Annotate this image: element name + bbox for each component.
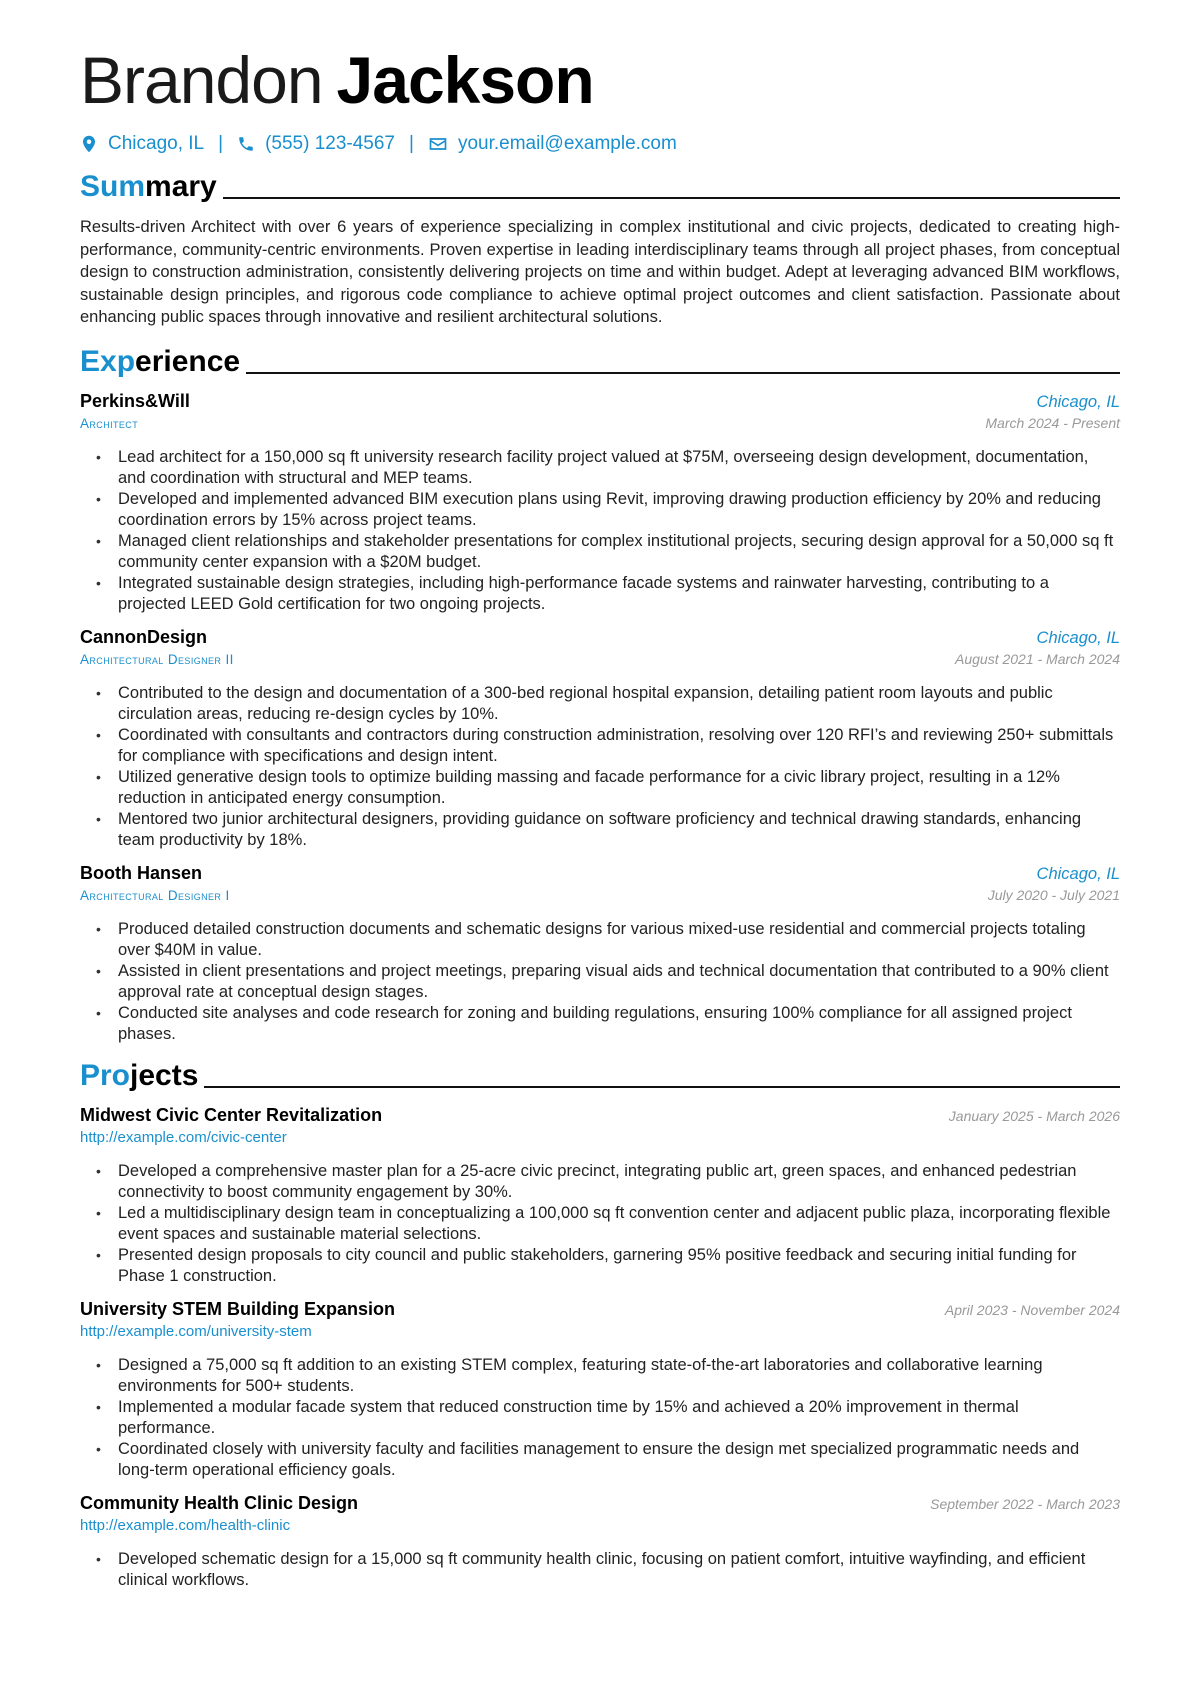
project-bullets bbox=[80, 1549, 1120, 1591]
project-name: University STEM Building Expansion bbox=[80, 1298, 396, 1319]
company-name: Booth Hansen bbox=[80, 862, 203, 883]
job-dates: August 2021 - March 2024 bbox=[955, 650, 1120, 667]
project-entry bbox=[80, 1299, 1120, 1481]
experience-title-rest: erience bbox=[135, 344, 241, 378]
project-entry bbox=[80, 1493, 1120, 1591]
job-dates: March 2024 - Present bbox=[985, 414, 1120, 431]
job-bullets bbox=[80, 919, 1120, 1045]
bullet-item: • Integrated sustainable design strategies, including high-performance facade systems and rainwater harvesting, contributing to a projected LEED Gold certification for two ongoing projects. bbox=[118, 573, 1120, 615]
phone-icon bbox=[237, 134, 255, 154]
summary-title-accent: Sum bbox=[80, 170, 146, 203]
project-dates: April 2023 - November 2024 bbox=[944, 1301, 1120, 1318]
section-rule bbox=[223, 197, 1120, 199]
envelope-icon bbox=[428, 134, 448, 154]
candidate-name bbox=[80, 44, 1120, 116]
project-name: Community Health Clinic Design bbox=[80, 1492, 359, 1513]
experience-entry bbox=[80, 627, 1120, 851]
contact-separator: | bbox=[218, 133, 224, 154]
job-role: Architectural Designer I bbox=[80, 887, 230, 903]
experience-heading bbox=[80, 343, 1120, 379]
bullet-item: • Led a multidisciplinary design team in conceptualizing a 100,000 sq ft convention center and adjacent public plaza, incorporating flexible event spaces and sustainable material selections. bbox=[118, 1203, 1120, 1245]
experience-entry bbox=[80, 391, 1120, 615]
bullet-item: • Managed client relationships and stakeholder presentations for complex institutional projects, securing design approval for a 50,000 sq ft community center expansion with a $20M budget. bbox=[118, 531, 1120, 573]
summary-title-rest: mary bbox=[145, 170, 217, 203]
project-link[interactable]: http://example.com/university-stem bbox=[80, 1322, 312, 1340]
bullet-item: • Developed a comprehensive master plan for a 25-acre civic precinct, integrating public art, green spaces, and enhanced pedestrian connectivity to boost community engagement by 30%. bbox=[118, 1161, 1120, 1203]
job-role: Architect bbox=[80, 415, 139, 431]
section-rule bbox=[246, 372, 1120, 374]
project-link[interactable]: http://example.com/health-clinic bbox=[80, 1516, 291, 1534]
projects-title-rest: jects bbox=[130, 1058, 199, 1092]
summary-text: Results-driven Architect with over 6 years of experience specializing in complex institutional and civic projects, dedicated to creating high-performance, community-centric environments. Proven expertise in leading interdisciplinary teams through all project phases, from conceptual design to construction administration, consistently delivering projects on time and within budget. Adept at leveraging advanced BIM workflows, sustainable design principles, and rigorous code compliance to achieve optimal project outcomes and client satisfaction. Passionate about enhancing public spaces through innovative and resilient architectural solutions. bbox=[80, 218, 1120, 327]
project-dates: September 2022 - March 2023 bbox=[930, 1495, 1120, 1512]
contact-location bbox=[80, 133, 204, 155]
job-bullets bbox=[80, 683, 1120, 851]
bullet-item: • Contributed to the design and documentation of a 300-bed regional hospital expansion, detailing patient room layouts and public circulation areas, reducing re-design cycles by 10%. bbox=[118, 683, 1120, 725]
job-location: Chicago, IL bbox=[1036, 392, 1120, 411]
experience-entry bbox=[80, 863, 1120, 1045]
summary-heading bbox=[80, 168, 1120, 204]
bullet-item: • Coordinated with consultants and contractors during construction administration, resolving over 120 RFI’s and reviewing 250+ submittals for compliance with specifications and design intent. bbox=[118, 725, 1120, 767]
first-name: Brandon bbox=[80, 43, 323, 117]
project-name: Midwest Civic Center Revitalization bbox=[80, 1104, 383, 1125]
project-link[interactable]: http://example.com/civic-center bbox=[80, 1128, 287, 1146]
bullet-item: • Presented design proposals to city council and public stakeholders, garnering 95% positive feedback and securing initial funding for Phase 1 construction. bbox=[118, 1245, 1120, 1287]
company-name: CannonDesign bbox=[80, 626, 208, 647]
bullet-item: • Lead architect for a 150,000 sq ft university research facility project valued at $75M, overseeing design development, documentation, and coordination with structural and MEP teams. bbox=[118, 447, 1120, 489]
job-location: Chicago, IL bbox=[1036, 864, 1120, 883]
projects-heading bbox=[80, 1057, 1120, 1093]
last-name: Jackson bbox=[336, 43, 594, 117]
bullet-item: • Coordinated closely with university faculty and facilities management to ensure the design met specialized programmatic needs and long-term operational efficiency goals. bbox=[118, 1439, 1120, 1481]
experience-title-accent: Exp bbox=[80, 344, 136, 378]
phone-text: (555) 123-4567 bbox=[265, 133, 395, 154]
company-name: Perkins&Will bbox=[80, 390, 190, 411]
bullet-item: • Conducted site analyses and code research for zoning and building regulations, ensuring 100% compliance for all assigned project phases. bbox=[118, 1003, 1120, 1045]
bullet-item: • Developed schematic design for a 15,000 sq ft community health clinic, focusing on patient comfort, intuitive wayfinding, and efficient clinical workflows. bbox=[118, 1549, 1120, 1591]
map-pin-icon bbox=[80, 134, 98, 154]
contact-separator: | bbox=[409, 133, 414, 154]
location-text: Chicago, IL bbox=[108, 133, 205, 154]
job-bullets bbox=[80, 447, 1120, 615]
bullet-item: • Mentored two junior architectural designers, providing guidance on software proficiency and technical drawing standards, enhancing team productivity by 18%. bbox=[118, 809, 1120, 851]
bullet-item: • Implemented a modular facade system that reduced construction time by 15% and achieved a 20% improvement in thermal performance. bbox=[118, 1397, 1120, 1439]
project-entry bbox=[80, 1105, 1120, 1287]
job-role: Architectural Designer II bbox=[80, 651, 234, 667]
bullet-item: • Assisted in client presentations and project meetings, preparing visual aids and technical documentation that contributed to a 90% client approval rate at conceptual design stages. bbox=[118, 961, 1120, 1003]
bullet-item: • Utilized generative design tools to optimize building massing and facade performance for a civic library project, resulting in a 12% reduction in anticipated energy consumption. bbox=[118, 767, 1120, 809]
bullet-item: • Developed and implemented advanced BIM execution plans using Revit, improving drawing production efficiency by 20% and reducing coordination errors by 15% across project teams. bbox=[118, 489, 1120, 531]
email-text: your.email@example.com bbox=[457, 133, 677, 154]
project-dates: January 2025 - March 2026 bbox=[948, 1107, 1120, 1124]
section-rule bbox=[204, 1086, 1120, 1088]
contact-phone[interactable] bbox=[237, 133, 395, 155]
job-dates: July 2020 - July 2021 bbox=[987, 886, 1120, 903]
resume-page bbox=[80, 0, 1120, 1591]
project-bullets bbox=[80, 1355, 1120, 1481]
projects-title-accent: Pro bbox=[80, 1058, 131, 1092]
bullet-item: • Designed a 75,000 sq ft addition to an existing STEM complex, featuring state-of-the-art laboratories and collaborative learning environments for 500+ students. bbox=[118, 1355, 1120, 1397]
bullet-item: • Produced detailed construction documents and schematic designs for various mixed-use residential and commercial projects totaling over $40M in value. bbox=[118, 919, 1120, 961]
project-bullets bbox=[80, 1161, 1120, 1287]
contact-bar bbox=[80, 130, 1120, 158]
contact-email[interactable] bbox=[428, 133, 677, 155]
job-location: Chicago, IL bbox=[1036, 628, 1120, 647]
